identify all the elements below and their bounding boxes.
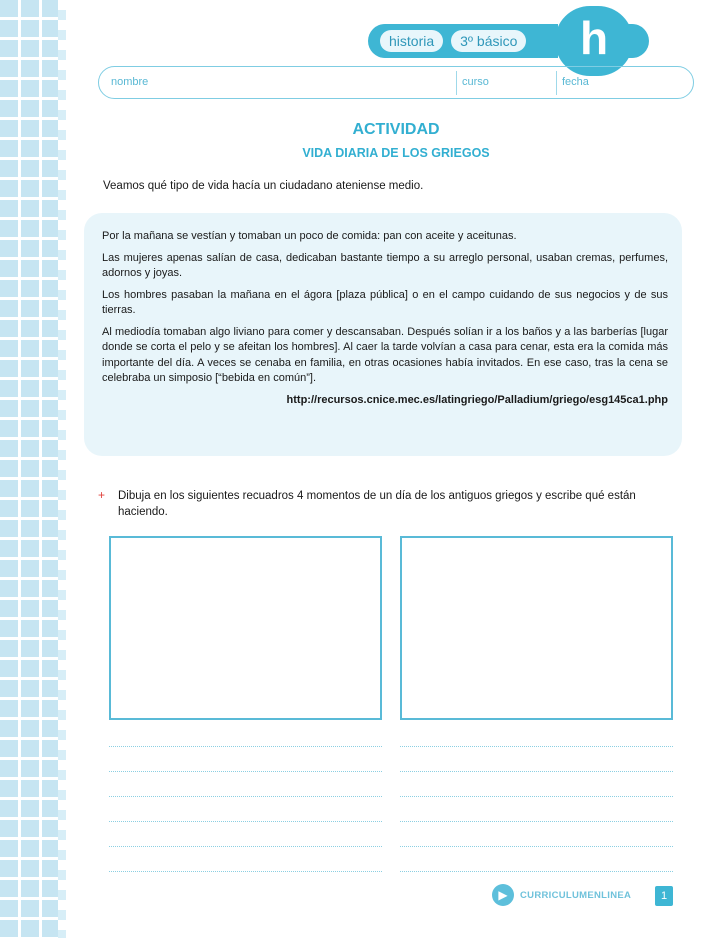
divider xyxy=(456,71,457,95)
writing-line[interactable] xyxy=(400,871,673,872)
paragraph: Al mediodía tomaban algo liviano para comer y descansaban. Después solían ir a los baños y a las barberías [lugar donde se corta el pelo y se afeitan los hombres]. Al caer la tarde volvían a casa para cenar, esta era la comida más importante del día. A veces se cenaba en familia, en otras ocasiones había invitados. En ese caso, tras la cena se celebraba un simposio [“bebida en común”]. xyxy=(102,325,668,384)
reading-box xyxy=(84,213,682,456)
course-label: curso xyxy=(462,76,489,88)
decorative-side-strip xyxy=(0,0,66,938)
writing-line[interactable] xyxy=(400,846,673,847)
activity-title: ACTIVIDAD xyxy=(352,121,440,138)
date-label: fecha xyxy=(562,76,589,88)
strip-edge xyxy=(58,0,66,938)
writing-line[interactable] xyxy=(109,771,382,772)
drawing-box-1[interactable] xyxy=(109,536,382,720)
name-label: nombre xyxy=(111,76,149,88)
writing-line[interactable] xyxy=(400,796,673,797)
footer-logo xyxy=(492,884,631,906)
writing-line[interactable] xyxy=(109,821,382,822)
writing-line[interactable] xyxy=(109,871,382,872)
student-info-bar xyxy=(98,66,694,99)
h-logo: h xyxy=(555,6,633,76)
paragraph: Por la mañana se vestían y tomaban un poco de comida: pan con aceite y aceitunas. xyxy=(102,230,517,242)
writing-line[interactable] xyxy=(109,746,382,747)
writing-line[interactable] xyxy=(400,771,673,772)
page-number: 1 xyxy=(655,886,673,906)
play-icon: ▶ xyxy=(492,884,514,906)
writing-line[interactable] xyxy=(400,746,673,747)
writing-line[interactable] xyxy=(109,846,382,847)
intro-text: Veamos qué tipo de vida hacía un ciudadano ateniense medio. xyxy=(103,180,424,192)
writing-line[interactable] xyxy=(109,796,382,797)
paragraph: Los hombres pasaban la mañana en el ágora [plaza pública] o en el campo cuidando de sus negocios y de sus tierras. xyxy=(102,288,668,316)
divider xyxy=(556,71,557,95)
footer-brand: CURRICULUMENLINEA xyxy=(520,889,632,901)
header-pill xyxy=(368,24,558,58)
bullet-icon: + xyxy=(98,488,106,502)
source-link[interactable]: http://recursos.cnice.mec.es/latingriego/Palladium/griego/esg145ca1.php xyxy=(286,393,668,406)
subject-tag: historia xyxy=(380,30,443,52)
drawing-box-2[interactable] xyxy=(400,536,673,720)
activity-subtitle: VIDA DIARIA DE LOS GRIEGOS xyxy=(302,146,490,160)
writing-line[interactable] xyxy=(400,821,673,822)
grade-tag: 3º básico xyxy=(451,30,526,52)
paragraph: Las mujeres apenas salían de casa, dedicaban bastante tiempo a su arreglo personal, usaban cremas, perfumes, adornos y joyas. xyxy=(102,251,668,279)
task-instruction: Dibuja en los siguientes recuadros 4 momentos de un día de los antiguos griegos y escribe qué están haciendo. xyxy=(118,490,636,518)
